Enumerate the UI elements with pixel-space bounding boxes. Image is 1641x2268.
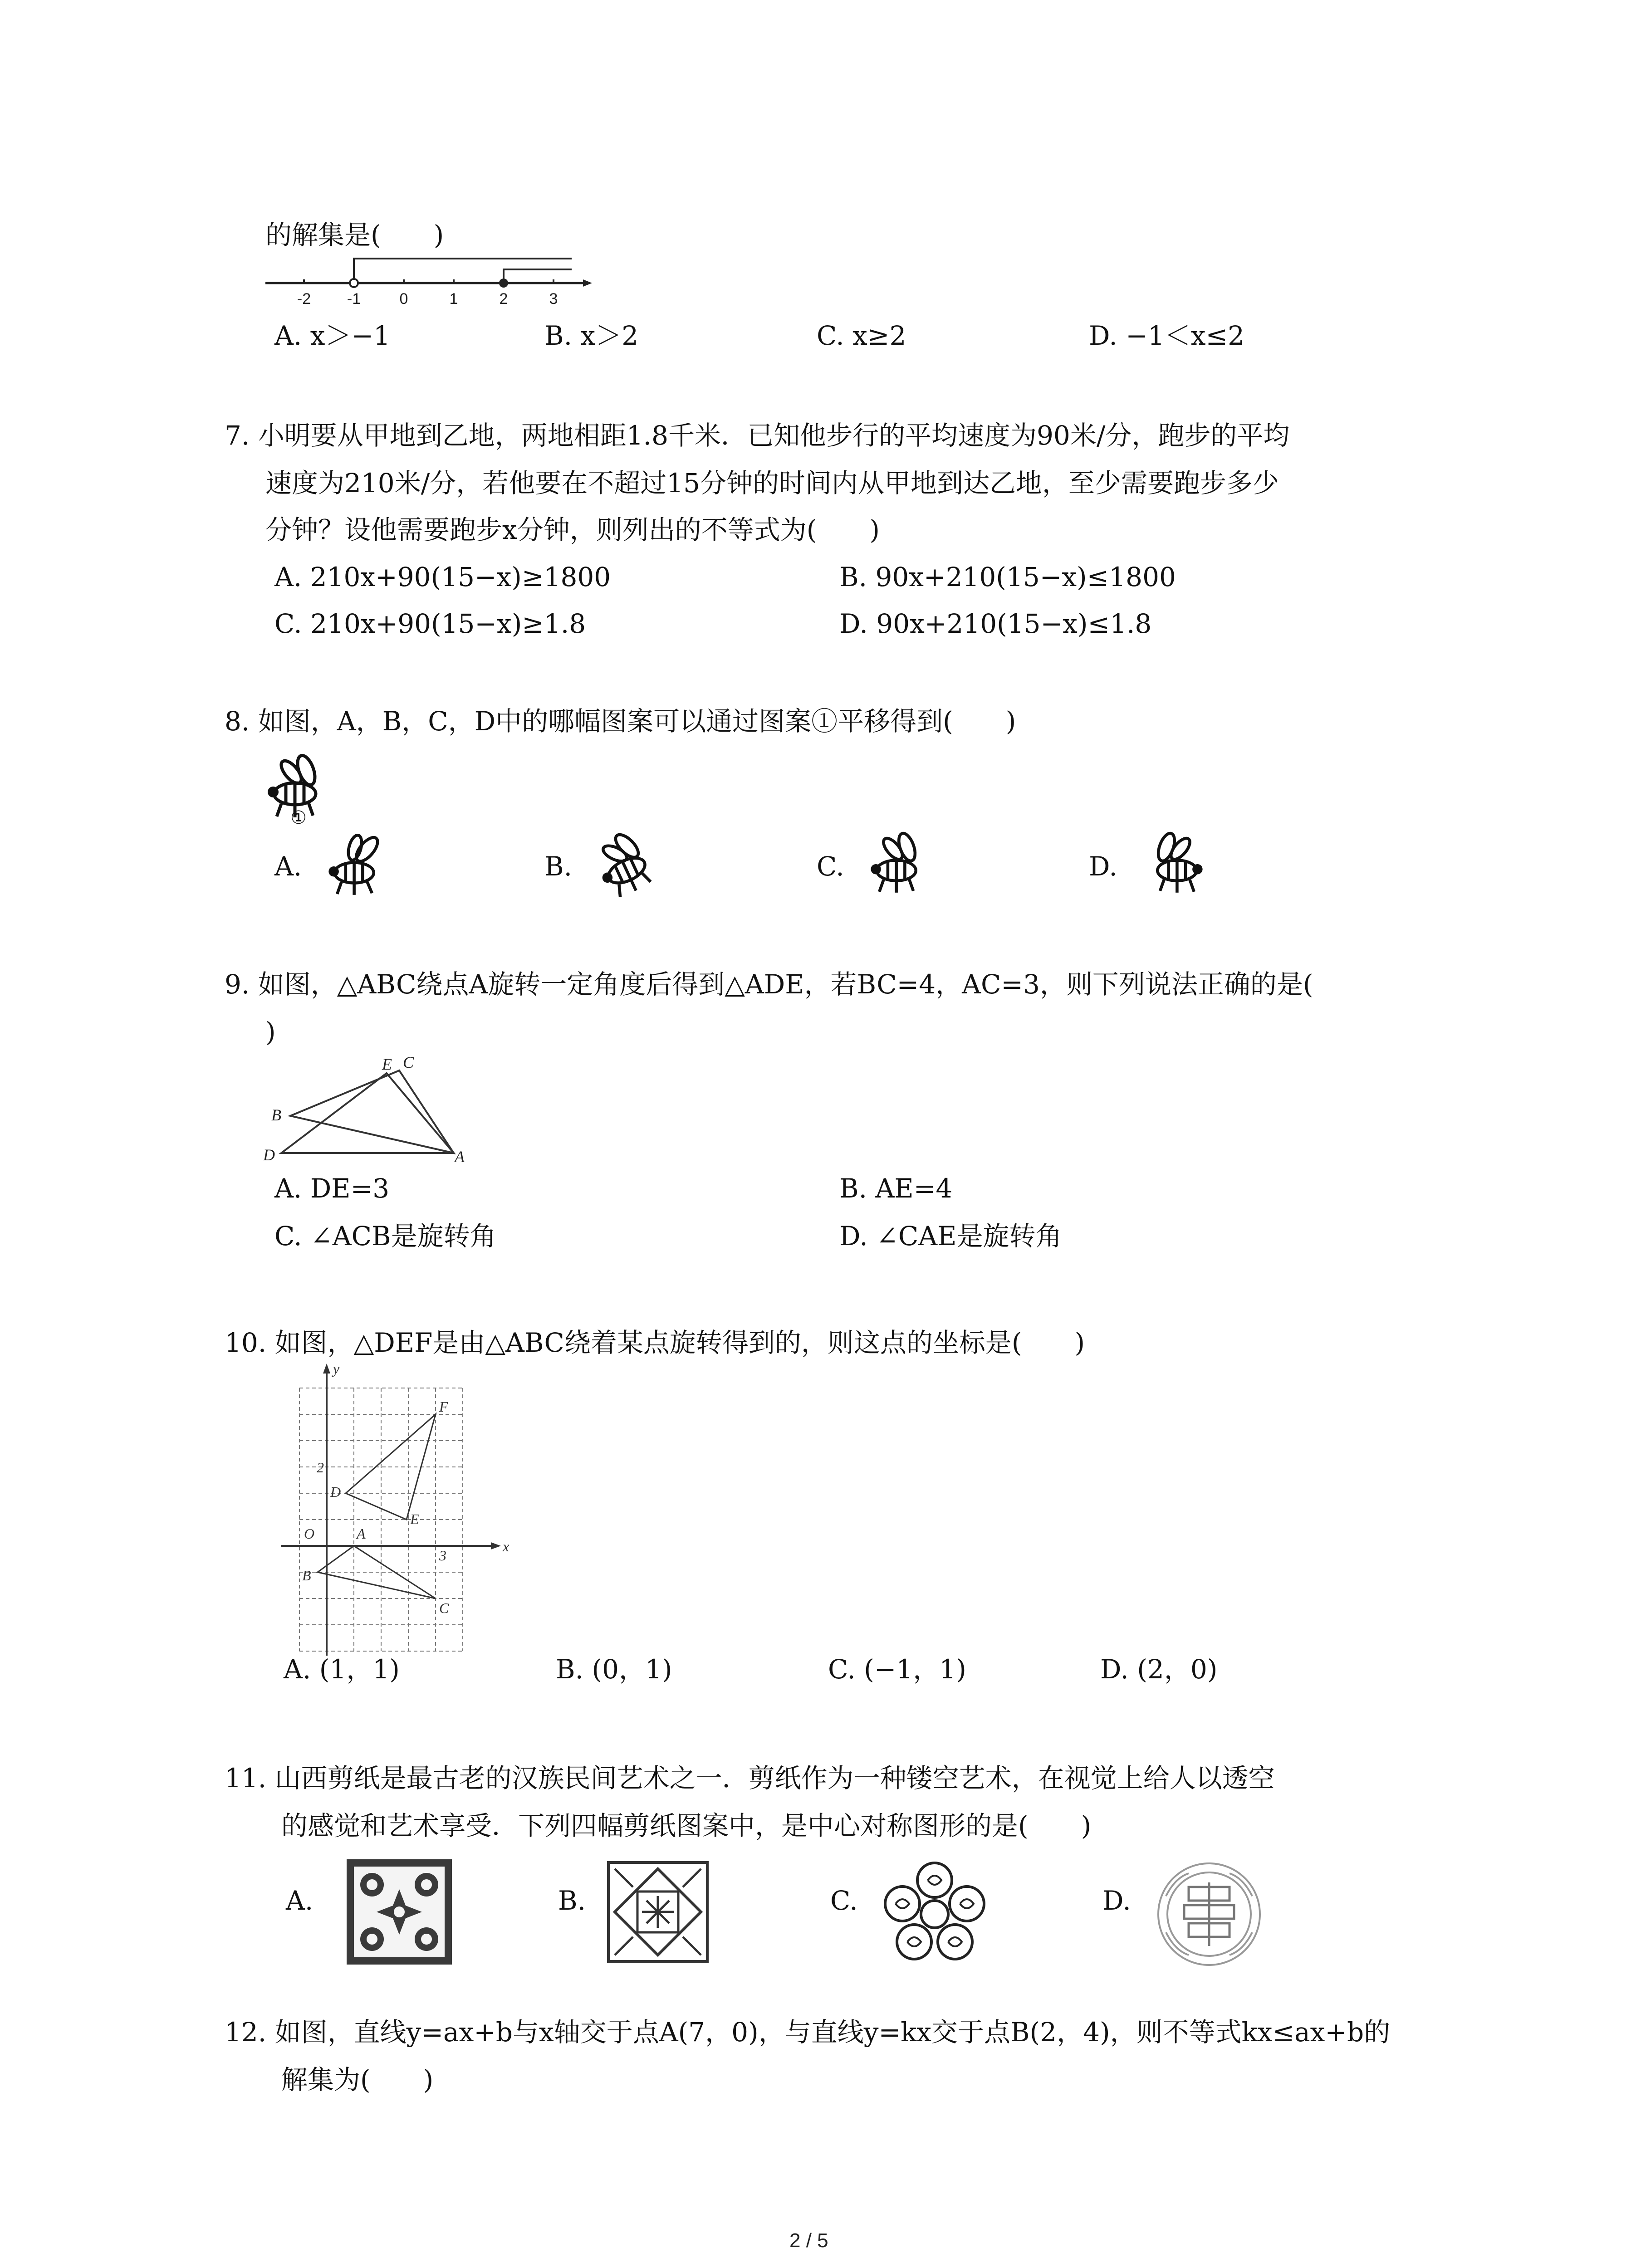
label-b: B — [271, 1106, 281, 1124]
tick-label: 3 — [549, 290, 558, 308]
tick-label: -2 — [297, 290, 311, 308]
q10-line: 10. 如图，△DEF是由△ABC绕着某点旋转得到的，则这点的坐标是( ) — [225, 1327, 1085, 1358]
tick-label: 1 — [449, 290, 458, 308]
q6-option-b[interactable]: B. x＞2 — [544, 320, 639, 351]
label-a: A — [357, 1525, 366, 1542]
axis-y-label: y — [333, 1361, 340, 1377]
bee-option-c[interactable] — [862, 830, 939, 898]
q7-line-2: 速度为210米/分，若他要在不超过15分钟的时间内从甲地到达乙地，至少需要跑步多少 — [265, 468, 1279, 499]
q9-option-c[interactable]: C. ∠ACB是旋转角 — [274, 1221, 496, 1251]
q11-line-1: 11. 山西剪纸是最古老的汉族民间艺术之一．剪纸作为一种镂空艺术，在视觉上给人以透空 — [225, 1763, 1275, 1794]
tick-3: 3 — [439, 1547, 446, 1564]
q11-option-c[interactable]: C. — [830, 1885, 858, 1916]
q9-line-2: ) — [265, 1017, 276, 1047]
q9-triangle-figure — [263, 1052, 472, 1179]
bee-figure-1 — [263, 744, 336, 835]
tick-label: 2 — [499, 290, 508, 308]
label-a: A — [455, 1148, 465, 1166]
bee-option-a[interactable] — [320, 832, 397, 900]
papercut-b[interactable] — [606, 1860, 710, 1964]
label-d: D — [263, 1146, 275, 1164]
open-dot — [350, 279, 358, 287]
circled-one-label: ① — [290, 807, 307, 828]
label-b: B — [302, 1567, 311, 1584]
bee-option-b[interactable] — [590, 830, 667, 898]
q9-option-a[interactable]: A. DE=3 — [274, 1173, 390, 1204]
page-number: 2 / 5 — [789, 2229, 828, 2252]
q9-line-1: 9. 如图，△ABC绕点A旋转一定角度后得到△ADE，若BC=4，AC=3，则下列说法正确的是( — [225, 969, 1313, 1000]
label-o: O — [304, 1525, 315, 1542]
q7-option-a[interactable]: A. 210x+90(15−x)≥1800 — [274, 562, 611, 592]
label-e: E — [410, 1511, 419, 1527]
label-e: E — [382, 1055, 392, 1073]
q7-line-3: 分钟？设他需要跑步x分钟，则列出的不等式为( ) — [265, 514, 880, 545]
papercut-c[interactable] — [878, 1857, 991, 1971]
q10-coordinate-figure — [272, 1361, 526, 1660]
q8-line: 8. 如图，A，B，C，D中的哪幅图案可以通过图案①平移得到( ) — [225, 706, 1016, 737]
q8-option-d[interactable]: D. — [1089, 851, 1117, 882]
closed-dot — [499, 279, 508, 288]
q6-option-d[interactable]: D. −1＜x≤2 — [1089, 320, 1245, 351]
q11-option-a[interactable]: A. — [286, 1885, 314, 1916]
q10-option-d[interactable]: D. (2，0) — [1100, 1654, 1218, 1685]
q10-option-c[interactable]: C. (−1，1) — [828, 1654, 966, 1685]
q8-option-b[interactable]: B. — [544, 851, 573, 882]
q9-option-b[interactable]: B. AE=4 — [839, 1173, 953, 1204]
q11-line-2: 的感觉和艺术享受．下列四幅剪纸图案中，是中心对称图形的是( ) — [281, 1810, 1092, 1841]
q7-option-b[interactable]: B. 90x+210(15−x)≤1800 — [839, 562, 1176, 592]
q7-option-c[interactable]: C. 210x+90(15−x)≥1.8 — [274, 608, 586, 639]
q9-option-d[interactable]: D. ∠CAE是旋转角 — [839, 1221, 1062, 1251]
label-f: F — [439, 1398, 448, 1415]
axis-x-label: x — [503, 1538, 509, 1554]
q6-number-line — [265, 254, 592, 308]
q6-tail: 的解集是( ) — [265, 220, 444, 250]
papercut-d[interactable] — [1148, 1855, 1270, 1973]
q12-line-2: 解集为( ) — [281, 2064, 434, 2095]
label-c: C — [439, 1600, 449, 1616]
q10-option-a[interactable]: A. (1，1) — [284, 1654, 400, 1685]
tick-label: -1 — [347, 290, 361, 308]
q11-option-b[interactable]: B. — [558, 1885, 586, 1916]
papercut-a[interactable] — [345, 1857, 454, 1966]
q8-option-c[interactable]: C. — [817, 851, 844, 882]
q12-line-1: 12. 如图，直线y=ax+b与x轴交于点A(7，0)，与直线y=kx交于点B(2，4)，则不等式kx≤ax+b的 — [225, 2017, 1391, 2048]
q6-option-c[interactable]: C. x≥2 — [817, 320, 906, 351]
q7-line-1: 7. 小明要从甲地到乙地，两地相距1.8千米．已知他步行的平均速度为90米/分，跑步的平均 — [225, 420, 1290, 451]
tick-2: 2 — [317, 1459, 324, 1476]
q11-option-d[interactable]: D. — [1102, 1885, 1131, 1916]
label-c: C — [403, 1053, 414, 1071]
label-d: D — [330, 1484, 341, 1500]
q7-option-d[interactable]: D. 90x+210(15−x)≤1.8 — [839, 608, 1152, 639]
tick-label: 0 — [399, 290, 408, 308]
q10-option-b[interactable]: B. (0，1) — [556, 1654, 672, 1685]
q6-option-a[interactable]: A. x＞−1 — [274, 320, 390, 351]
bee-option-d[interactable] — [1134, 830, 1211, 898]
q8-option-a[interactable]: A. — [274, 851, 302, 882]
